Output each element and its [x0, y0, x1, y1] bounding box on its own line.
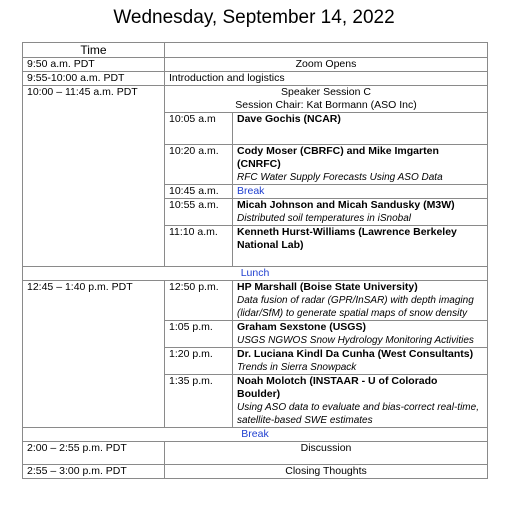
table-header-row: [23, 43, 488, 58]
row-time: 2:00 – 2:55 p.m. PDT: [23, 442, 165, 465]
row-time: 9:50 a.m. PDT: [23, 58, 165, 72]
talk-speaker: Noah Molotch (INSTAAR - U of Colorado Boulder): [237, 375, 438, 400]
table-row: [23, 442, 488, 465]
talk-cell: [233, 348, 488, 375]
talk-time: 1:20 p.m.: [165, 348, 233, 375]
talk-cell: [233, 375, 488, 428]
session-title: Speaker Session C: [281, 86, 371, 98]
talk-speaker: HP Marshall (Boise State University): [237, 281, 418, 293]
talk-topic: USGS NGWOS Snow Hydrology Monitoring Activities: [237, 335, 474, 346]
talk-time: 10:55 a.m.: [165, 199, 233, 226]
time-column-header: Time: [23, 43, 165, 58]
talk-topic: Data fusion of radar (GPR/InSAR) with depth imaging (lidar/SfM) to generate spatial maps of snow density: [237, 295, 474, 319]
session-c-time: 10:00 – 11:45 a.m. PDT: [23, 86, 165, 267]
lunch-row: [23, 267, 488, 281]
talk-time: 12:50 p.m.: [165, 281, 233, 321]
talk-speaker: Cody Moser (CBRFC) and Mike Imgarten (CNRFC): [237, 145, 439, 170]
talk-topic: Trends in Sierra Snowpack: [237, 362, 357, 373]
talk-cell: [233, 113, 488, 145]
talk-topic: Distributed soil temperatures in iSnobal: [237, 213, 411, 224]
talk-time: 11:10 a.m.: [165, 226, 233, 267]
talk-speaker: Dave Gochis (NCAR): [237, 113, 341, 125]
talk-row: [23, 281, 488, 321]
session-d-time: 12:45 – 1:40 p.m. PDT: [23, 281, 165, 428]
talk-time: 1:35 p.m.: [165, 375, 233, 428]
talk-time: 10:20 a.m.: [165, 145, 233, 185]
table-row: [23, 58, 488, 72]
talk-cell: [233, 145, 488, 185]
agenda-table: [22, 42, 488, 479]
talk-speaker: Dr. Luciana Kindl Da Cunha (West Consultants): [237, 348, 474, 360]
talk-cell: [233, 199, 488, 226]
talk-speaker: Kenneth Hurst-Williams (Lawrence Berkeley National Lab): [237, 226, 457, 251]
session-c-header-row: [23, 86, 488, 113]
break-row: [23, 428, 488, 442]
talk-topic: RFC Water Supply Forecasts Using ASO Data: [237, 172, 443, 183]
row-event: Closing Thoughts: [165, 465, 488, 479]
session-chair: Session Chair: Kat Bormann (ASO Inc): [235, 99, 417, 111]
talk-cell: [233, 321, 488, 348]
row-event: Zoom Opens: [165, 58, 488, 72]
talk-speaker: Graham Sexstone (USGS): [237, 321, 366, 333]
table-row: [23, 72, 488, 86]
break-label: Break: [23, 428, 488, 442]
talk-time: 1:05 p.m.: [165, 321, 233, 348]
talk-speaker: Micah Johnson and Micah Sandusky (M3W): [237, 199, 455, 211]
talk-cell: [233, 281, 488, 321]
session-c-heading: [165, 86, 488, 113]
page-title: Wednesday, September 14, 2022: [113, 7, 395, 28]
row-time: 2:55 – 3:00 p.m. PDT: [23, 465, 165, 479]
talk-topic: Using ASO data to evaluate and bias-correct real-time, satellite-based SWE estimates: [237, 402, 479, 426]
talk-time: 10:45 a.m.: [165, 185, 233, 199]
talk-cell: [233, 226, 488, 267]
row-event: Discussion: [165, 442, 488, 465]
lunch-label: Lunch: [23, 267, 488, 281]
row-event: Introduction and logistics: [165, 72, 488, 86]
table-row: [23, 465, 488, 479]
row-time: 9:55-10:00 a.m. PDT: [23, 72, 165, 86]
talk-time: 10:05 a.m: [165, 113, 233, 145]
event-column-header: [165, 43, 488, 58]
break-label: Break: [233, 185, 488, 199]
